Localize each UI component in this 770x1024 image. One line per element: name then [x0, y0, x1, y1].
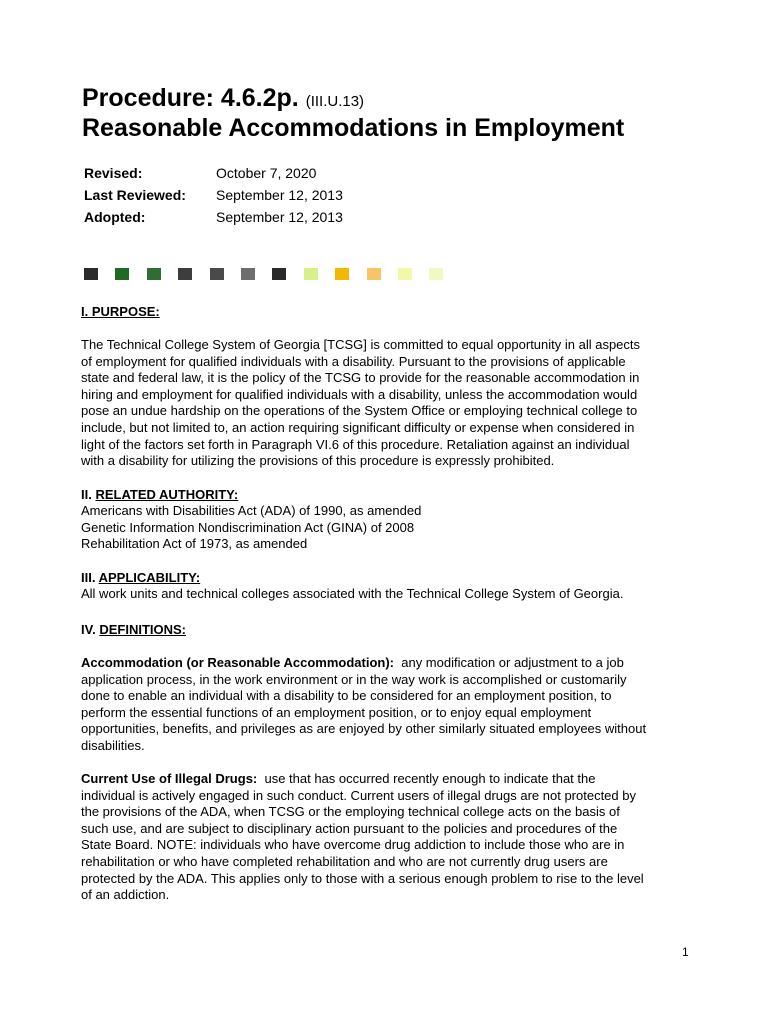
section-number: II. [81, 487, 92, 502]
revised-value: October 7, 2020 [216, 165, 317, 181]
paragraph-line: with a disability for utilizing the provisions of this procedure is expressly prohibited. [81, 453, 555, 469]
definition-term: Accommodation (or Reasonable Accommodation): [81, 655, 394, 670]
paragraph-line: light of the factors set forth in Paragraph VI.6 of this procedure. Retaliation against an individual [81, 436, 630, 452]
color-swatch [84, 268, 98, 280]
definition-text: use that has occurred recently enough to indicate that the [264, 771, 596, 786]
paragraph-line: All work units and technical colleges associated with the Technical College System of Georgia. [81, 586, 624, 601]
definitions-heading [81, 622, 186, 637]
paragraph-line [81, 655, 691, 672]
paragraph-line: the provisions of the ADA, when TCSG or the employing technical college acts on the basis of [81, 804, 620, 820]
paragraph-line: disabilities. [81, 737, 145, 753]
adopted-label: Adopted: [84, 209, 146, 225]
paragraph-line: pose an undue hardship on the operations of the System Office or employing technical college to [81, 403, 638, 419]
color-swatch [147, 268, 161, 280]
adopted-value: September 12, 2013 [216, 209, 343, 225]
color-swatch [115, 268, 129, 280]
section-title: RELATED AUTHORITY: [95, 487, 239, 502]
paragraph-line: protected by the ADA. This applies only to those with a serious enough problem to rise to the level [81, 870, 644, 886]
color-swatch [241, 268, 255, 280]
color-swatch [304, 268, 318, 280]
page-number: 1 [682, 945, 689, 959]
paragraph-line: hiring and employment for qualified individuals with a disability, unless the accommodation would [81, 386, 638, 402]
last-reviewed-row [84, 187, 343, 203]
last-reviewed-value: September 12, 2013 [216, 187, 343, 203]
paragraph-line: include, but not limited to, an action requiring significant difficulty or expense when considered in [81, 419, 635, 435]
related-authority-list [81, 503, 691, 553]
paragraph-line: application process, in the work environment or in the way work is accomplished or customarily [81, 671, 627, 687]
section-number: IV. [81, 622, 96, 637]
authority-item: Americans with Disabilities Act (ADA) of 1990, as amended [81, 503, 422, 518]
paragraph-line: individual is actively engaged in such conduct. Current users of illegal drugs are not protected by [81, 787, 636, 803]
paragraph-line: rehabilitation or who have completed rehabilitation and who are not currently drug users are [81, 853, 608, 869]
adopted-row [84, 209, 343, 225]
paragraph-line: of an addiction. [81, 887, 170, 903]
color-swatch [429, 268, 443, 280]
revised-label: Revised: [84, 165, 143, 181]
paragraph-line: done to enable an individual with a disability to be considered for an employment position, to [81, 688, 612, 704]
procedure-number: Procedure: 4.6.2p. [82, 84, 299, 112]
authority-item: Rehabilitation Act of 1973, as amended [81, 536, 308, 552]
section-title: DEFINITIONS: [99, 622, 186, 637]
authority-item: Genetic Information Nondiscrimination Act (GINA) of 2008 [81, 519, 415, 535]
paragraph-line: such use, and are subject to disciplinary action pursuant to the policies and procedures of the [81, 820, 618, 836]
color-swatch [335, 268, 349, 280]
section-number: III. [81, 570, 96, 585]
applicability-heading [81, 570, 200, 585]
definition-term: Current Use of Illegal Drugs: [81, 771, 258, 786]
paragraph-line: opportunities, benefits, and privileges as are enjoyed by other similarly situated employees without [81, 721, 647, 737]
paragraph-line: state and federal law, it is the policy of the TCSG to provide for the reasonable accommodation in [81, 370, 640, 386]
color-swatch [398, 268, 412, 280]
definition-accommodation [81, 655, 691, 755]
paragraph-line: The Technical College System of Georgia [TCSG] is committed to equal opportunity in all aspects [81, 337, 641, 352]
color-bar [84, 268, 461, 280]
page-title: Reasonable Accommodations in Employment [82, 114, 625, 142]
color-swatch [210, 268, 224, 280]
section-title: APPLICABILITY: [98, 570, 201, 585]
color-swatch [272, 268, 286, 280]
revised-row [84, 165, 316, 181]
purpose-heading: I. PURPOSE: [81, 304, 160, 319]
last-reviewed-label: Last Reviewed: [84, 187, 186, 203]
related-authority-heading [81, 487, 238, 502]
paragraph-line: perform the essential functions of an employment position, or to enjoy equal employment [81, 704, 592, 720]
paragraph-line [81, 771, 691, 788]
paragraph-line: State Board. NOTE: individuals who have overcome drug addiction to include those who are in [81, 837, 625, 853]
procedure-code: (III.U.13) [305, 93, 365, 110]
applicability-text [81, 586, 691, 603]
definition-current-use-of-illegal-drugs [81, 771, 691, 904]
color-swatch [367, 268, 381, 280]
purpose-paragraph [81, 337, 691, 470]
definition-text: any modification or adjustment to a job [401, 655, 624, 670]
procedure-heading [82, 84, 364, 113]
paragraph-line: of employment for qualified individuals with a disability. Pursuant to the provisions of applicable [81, 353, 626, 369]
color-swatch [178, 268, 192, 280]
